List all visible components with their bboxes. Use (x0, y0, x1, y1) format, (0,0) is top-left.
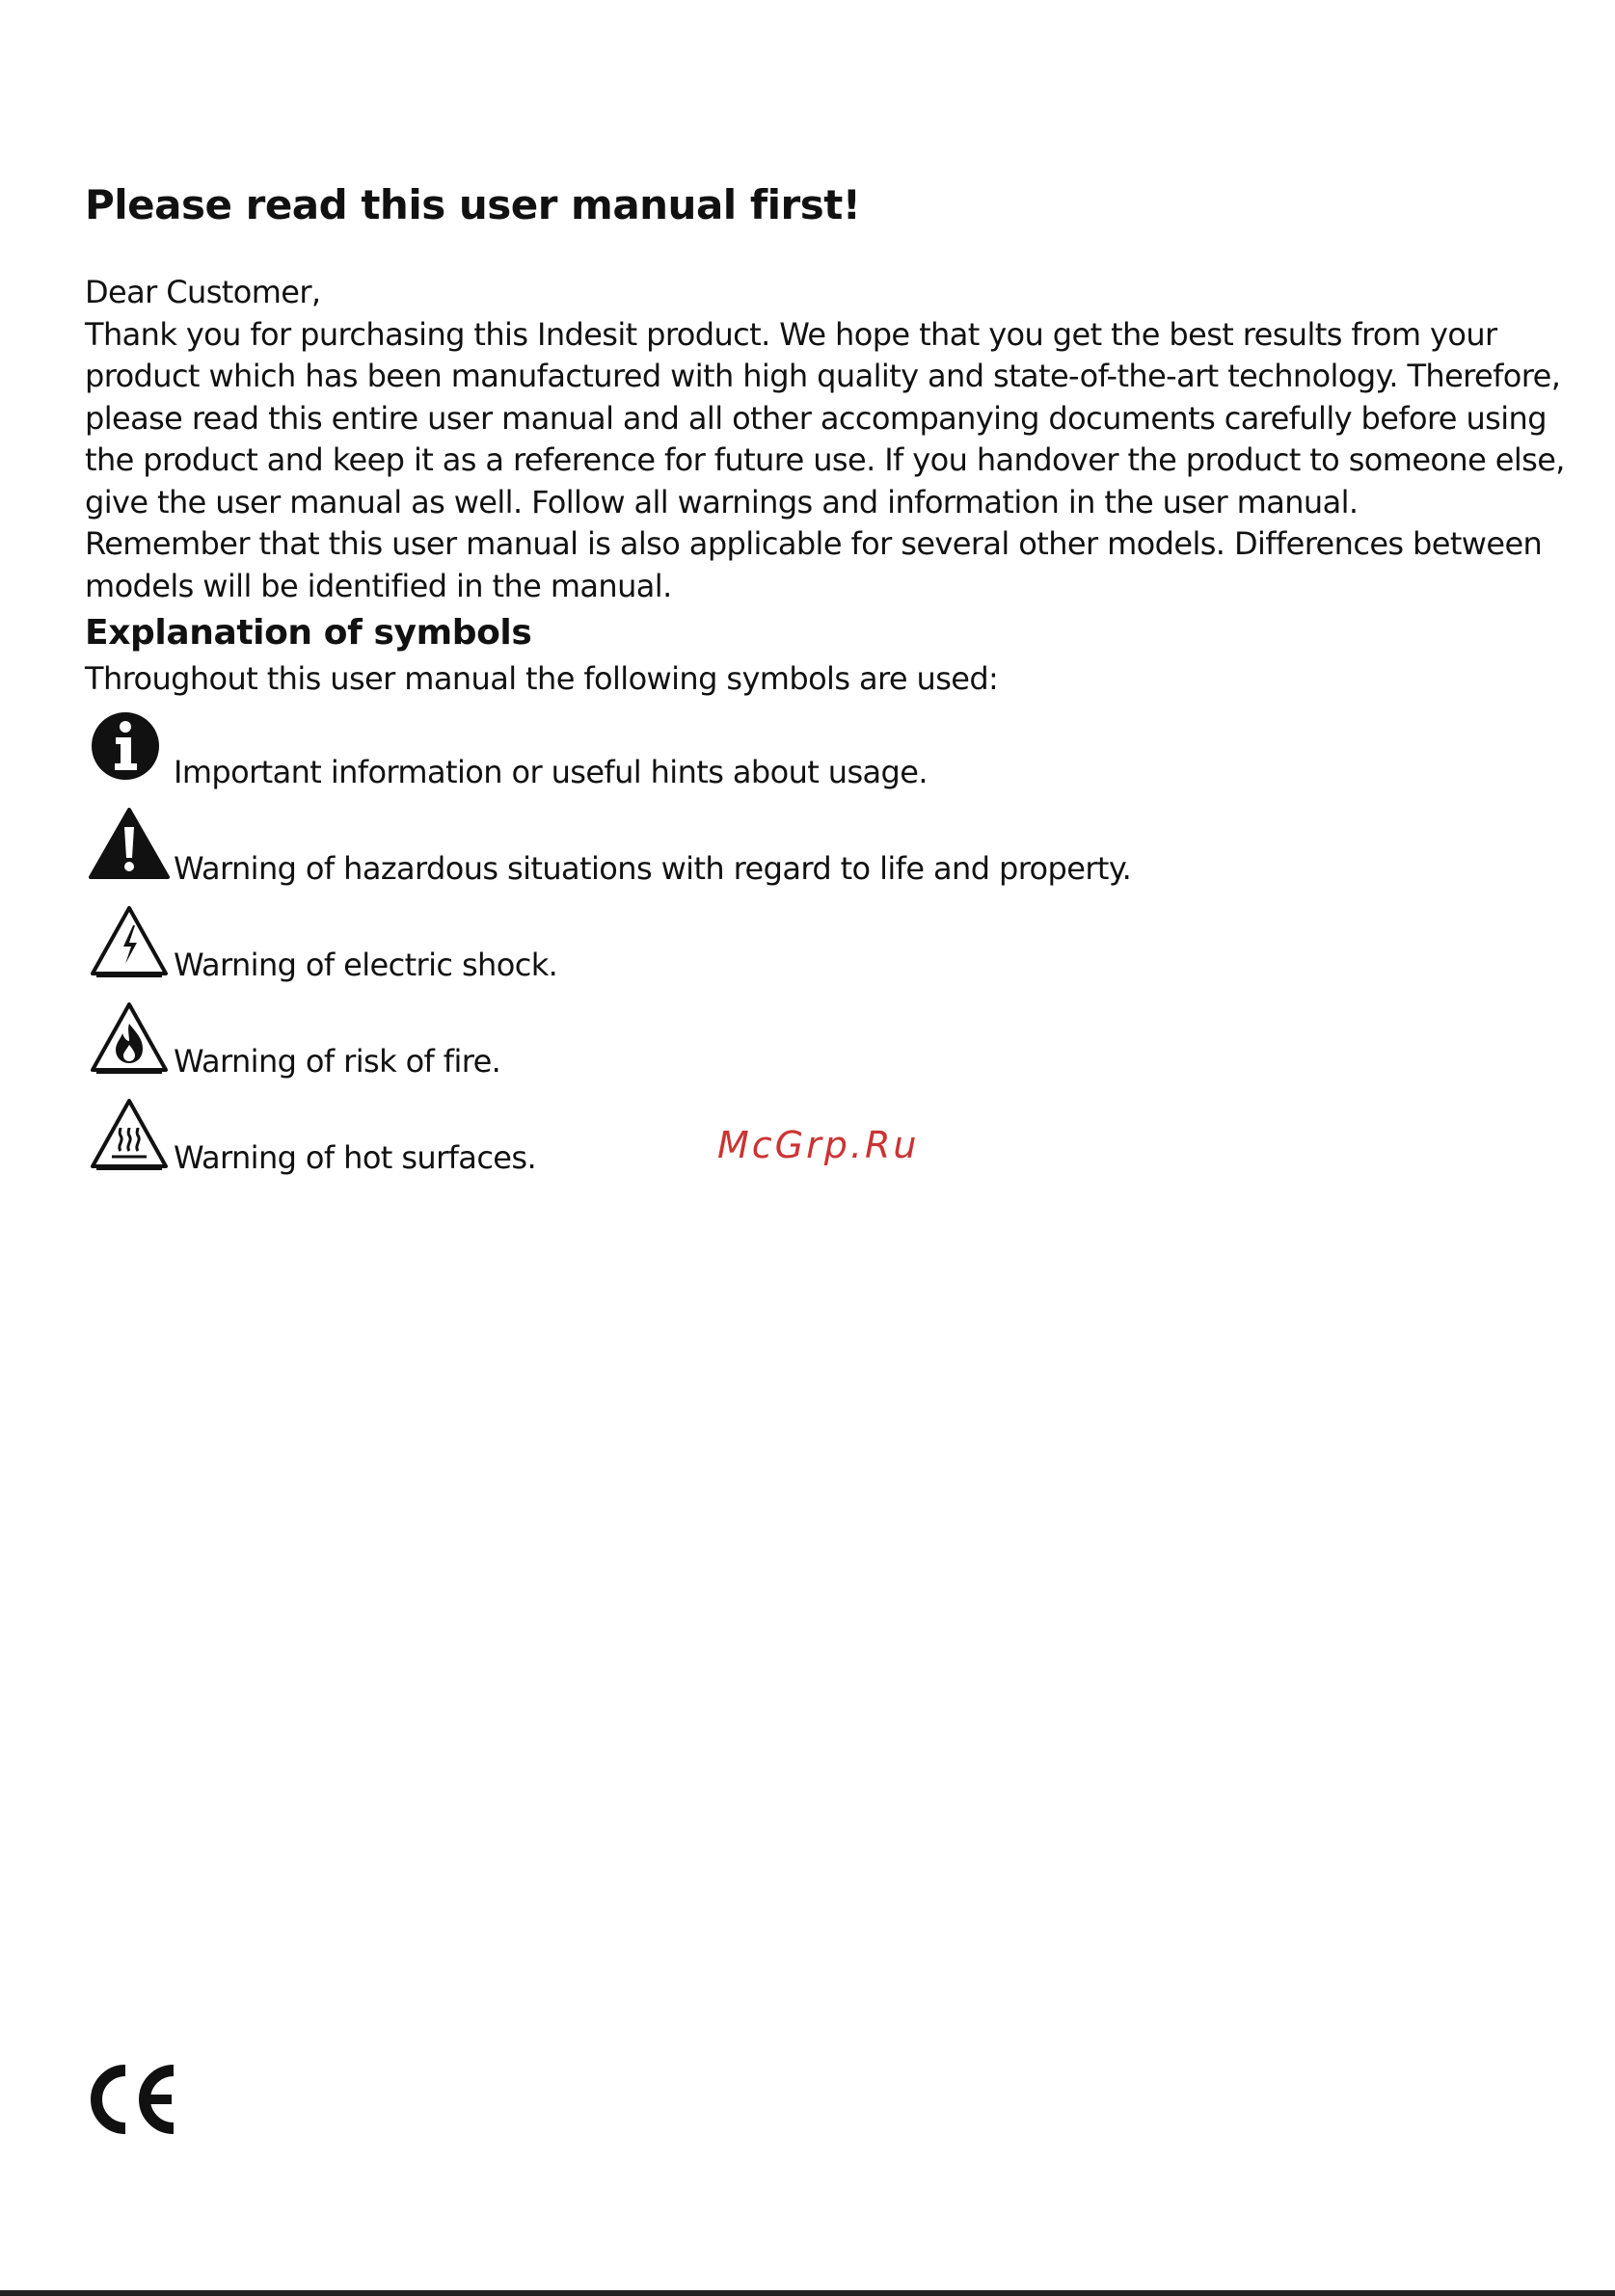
symbol-item-electric (85, 904, 1338, 991)
intro-line: Thank you for purchasing this Indesit product. We hope that you get the best results from your (85, 315, 1497, 353)
symbol-item-fire (85, 1001, 1338, 1087)
intro-line: please read this entire user manual and all other accompanying documents carefully before using (85, 399, 1547, 437)
symbol-label: Important information or useful hints about usage. (174, 754, 928, 790)
intro-line: Remember that this user manual is also applicable for several other models. Differences between (85, 525, 1543, 562)
hot-surface-icon (89, 1097, 170, 1174)
symbols-intro: Throughout this user manual the following symbols are used: (85, 660, 999, 697)
symbol-item-info (85, 711, 1338, 798)
fire-risk-icon (89, 1001, 170, 1078)
intro-line: Dear Customer, (85, 274, 321, 310)
ce-mark-icon (83, 2063, 179, 2136)
symbol-label: Warning of hot surfaces. (174, 1139, 537, 1176)
intro-paragraph (85, 272, 1565, 607)
symbol-label: Warning of risk of fire. (174, 1043, 501, 1080)
info-icon (89, 711, 170, 788)
bottom-divider (0, 2290, 1615, 2296)
symbol-item-hazard (85, 808, 1338, 894)
symbol-label: Warning of hazardous situations with regard to life and property. (174, 850, 1132, 887)
intro-line: product which has been manufactured with high quality and state-of-the-art technology. Therefore, (85, 358, 1561, 394)
intro-line: give the user manual as well. Follow all warnings and information in the user manual. (85, 483, 1359, 521)
symbol-label: Warning of electric shock. (174, 947, 558, 983)
electric-shock-icon (89, 904, 170, 981)
symbol-item-hot (85, 1097, 1338, 1184)
symbols-heading: Explanation of symbols (85, 613, 532, 653)
warning-hazard-icon (89, 808, 170, 885)
intro-line: the product and keep it as a reference for future use. If you handover the product to someone else, (85, 441, 1565, 478)
intro-line: models will be identified in the manual. (85, 567, 672, 604)
page-title: Please read this user manual first! (85, 181, 861, 228)
watermark: McGrp.Ru (717, 1124, 920, 1166)
